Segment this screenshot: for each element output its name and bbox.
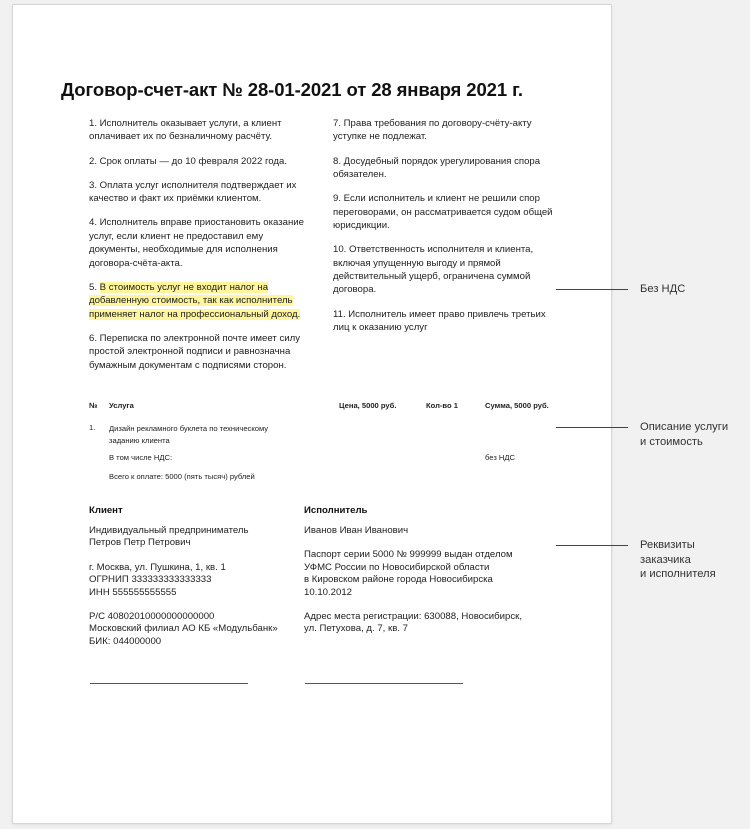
clause-line: документы, необходимые для исполнения xyxy=(89,244,278,256)
annotation-text: заказчика xyxy=(640,553,691,566)
clause-line: уступке не подлежат. xyxy=(333,131,427,143)
col-header-sum: Сумма, 5000 руб. xyxy=(485,401,549,410)
clause-line: услуг, если клиент не предоставил ему xyxy=(89,230,264,242)
table-row xyxy=(89,423,569,453)
service-description-line: Дизайн рекламного буклета по техническому xyxy=(109,424,269,433)
executor-signature-line xyxy=(305,683,463,684)
service-description-line: заданию клиента xyxy=(109,435,170,445)
clause-line: 7. Права требования по договору-счёту-акту xyxy=(333,118,532,129)
client-title: Клиент xyxy=(89,505,123,516)
highlighted-text: применяет налог на профессиональный доход. xyxy=(89,308,301,320)
executor-title: Исполнитель xyxy=(304,505,368,516)
clause-line: бумажным документам с подписями сторон. xyxy=(89,359,287,371)
details-annotation xyxy=(640,538,716,582)
annotation-text: и стоимость xyxy=(640,435,703,448)
highlighted-text: В стоимость услуг не входит налог на xyxy=(99,281,269,293)
executor-detail-line: в Кировском районе города Новосибирска xyxy=(304,574,493,586)
client-detail-line: БИК: 044000000 xyxy=(89,635,162,647)
spacer xyxy=(89,599,278,611)
client-detail-line: Московский филиал АО КБ «Модульбанк» xyxy=(89,623,278,635)
clause-7 xyxy=(333,117,573,144)
executor-detail-line: Иванов Иван Иванович xyxy=(304,525,409,536)
clause-line: оплачивает их по безналичному расчёту. xyxy=(89,131,273,143)
details-leader-line xyxy=(556,545,628,546)
clause-6 xyxy=(89,332,321,372)
service-annotation xyxy=(640,420,728,449)
service-leader-line xyxy=(556,427,628,428)
clause-line: переговорами, он рассматривается судом общей xyxy=(333,206,553,218)
clause-line: 2. Срок оплаты — до 10 февраля 2022 года. xyxy=(89,155,288,167)
services-table xyxy=(89,401,569,486)
row-number: 1. xyxy=(89,423,96,432)
vat-annotation xyxy=(640,282,685,297)
clause-line: договора-счёта-акта. xyxy=(89,257,183,269)
clause-2 xyxy=(89,155,321,168)
spacer xyxy=(304,599,522,611)
clause-line: лиц к оказанию услуг xyxy=(333,322,428,334)
total-text: Всего к оплате: 5000 (пять тысяч) рублей xyxy=(109,472,255,481)
client-detail-line: Индивидуальный предприниматель xyxy=(89,525,249,536)
document-page xyxy=(13,5,611,823)
clauses-left-column xyxy=(89,117,321,383)
clause-line xyxy=(89,281,321,294)
service-description xyxy=(109,423,309,446)
vat-label: В том числе НДС: xyxy=(109,453,173,462)
clause-5-vat xyxy=(89,281,321,321)
clause-number: 5. xyxy=(89,281,100,293)
clause-line: 1. Исполнитель оказывает услуги, а клиент xyxy=(89,118,282,129)
clause-line: действительный ущерб, ограничена суммой xyxy=(333,271,531,283)
clause-3 xyxy=(89,179,321,206)
clause-line: 4. Исполнитель вправе приостановить оказание xyxy=(89,217,304,229)
clause-line: 6. Переписка по электронной почте имеет силу xyxy=(89,332,300,344)
executor-details xyxy=(304,525,522,636)
annotation-text: Без НДС xyxy=(640,283,686,295)
clause-line: простой электронной подписи и равнозначна xyxy=(89,346,291,358)
annotation-text: и исполнителя xyxy=(640,568,716,580)
total-row xyxy=(89,472,569,486)
clause-line: 9. Если исполнитель и клиент не решили спор xyxy=(333,193,540,205)
col-header-service: Услуга xyxy=(109,401,134,410)
clause-line: включая упущенную выгоду и прямой xyxy=(333,257,501,269)
vat-value: без НДС xyxy=(485,453,516,462)
clause-line: 10. Ответственность исполнителя и клиента, xyxy=(333,244,534,256)
spacer xyxy=(89,550,278,562)
clause-line: юрисдикции. xyxy=(333,220,390,232)
clause-8 xyxy=(333,155,573,182)
executor-detail-line: УФМС России по Новосибирской области xyxy=(304,561,490,573)
clause-line xyxy=(89,308,321,321)
client-detail-line: Петров Петр Петрович xyxy=(89,537,191,549)
spacer xyxy=(304,537,522,549)
clause-9 xyxy=(333,192,573,232)
client-detail-line: Р/С 40802010000000000000 xyxy=(89,611,215,623)
client-detail-line: ИНН 555555555555 xyxy=(89,586,177,598)
clause-4 xyxy=(89,216,321,270)
client-signature-line xyxy=(90,683,248,684)
vat-leader-line xyxy=(556,289,628,290)
executor-detail-line: 10.10.2012 xyxy=(304,586,353,598)
client-detail-line: ОГРНИП 333333333333333 xyxy=(89,574,212,586)
highlighted-text: добавленную стоимость, так как исполнитель xyxy=(89,295,293,307)
annotation-text: Описание услуги xyxy=(640,421,729,433)
clauses-right-column xyxy=(333,117,573,345)
services-table-header xyxy=(89,401,569,415)
executor-detail-line: ул. Петухова, д. 7, кв. 7 xyxy=(304,623,408,635)
client-details xyxy=(89,525,278,648)
clause-line: обязателен. xyxy=(333,169,387,181)
clause-10 xyxy=(333,243,573,297)
clause-11 xyxy=(333,308,573,335)
clause-1 xyxy=(89,117,321,144)
clause-line: 8. Досудебный порядок урегулирования спора xyxy=(333,155,541,167)
clause-line: качество и факт их приёмки клиентом. xyxy=(89,193,262,205)
executor-detail-line: Паспорт серии 5000 № 999999 выдан отделом xyxy=(304,549,513,561)
col-header-num: № xyxy=(89,401,98,410)
clause-line: договора. xyxy=(333,284,377,296)
clause-line: 3. Оплата услуг исполнителя подтверждает их xyxy=(89,179,297,191)
col-header-price: Цена, 5000 руб. xyxy=(339,401,397,410)
executor-detail-line: Адрес места регистрации: 630088, Новосибирск, xyxy=(304,611,523,623)
vat-row xyxy=(89,453,569,472)
clause-line xyxy=(89,294,321,307)
client-detail-line: г. Москва, ул. Пушкина, 1, кв. 1 xyxy=(89,561,226,573)
annotation-text: Реквизиты xyxy=(640,539,695,551)
col-header-qty: Кол-во 1 xyxy=(426,401,458,410)
document-title: Договор-счет-акт № 28-01-2021 от 28 января 2021 г. xyxy=(61,79,523,100)
clause-line: 11. Исполнитель имеет право привлечь третьих xyxy=(333,308,546,320)
